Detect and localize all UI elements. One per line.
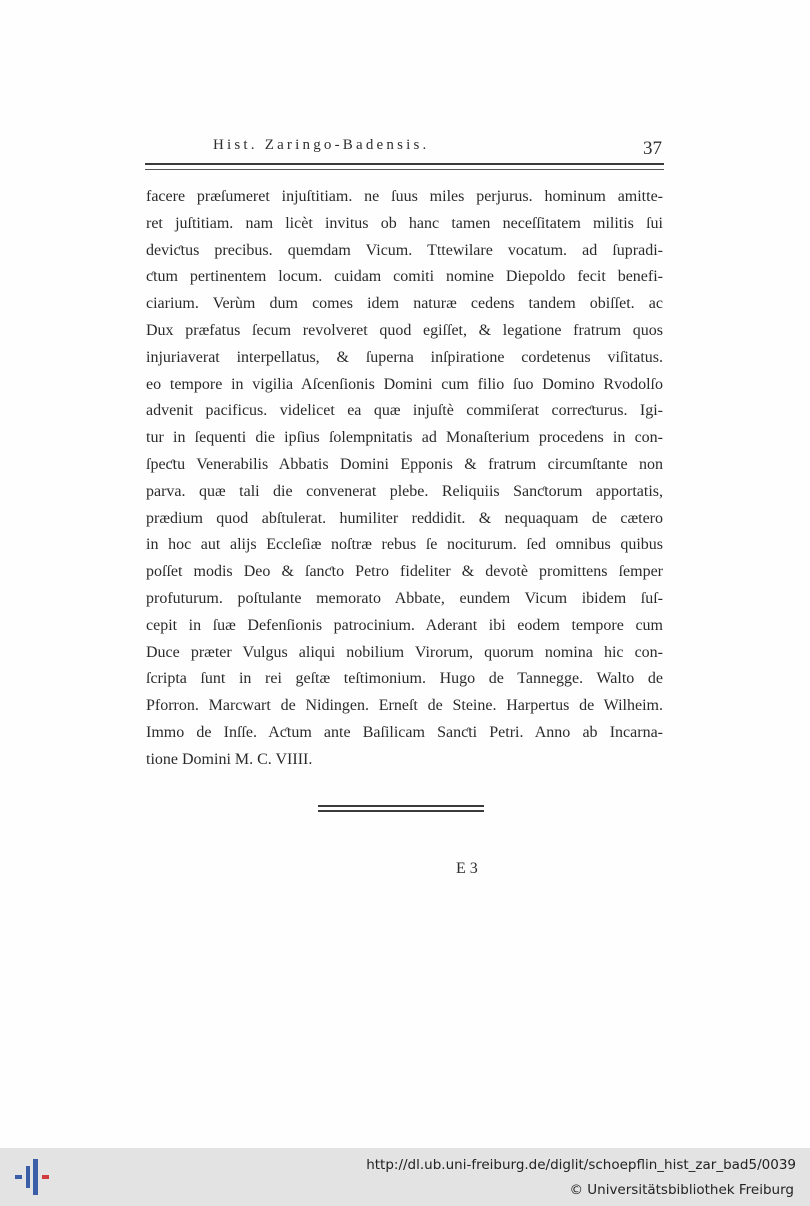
text-line: profuturum. poſtulante memorato Abbate, eundem Vicum ibidem ſuſ- [146, 589, 663, 607]
text-line: Pforron. Marcwart de Nidingen. Erneſt de Steine. Harpertus de Wilheim. [146, 697, 663, 715]
text-line: advenit pacificus. videlicet ea quæ injuſtè commiſerat correƈturus. Igi- [146, 402, 663, 420]
end-rule [318, 805, 484, 812]
text-line: parva. quæ tali die convenerat plebe. Reliquiis Sanƈtorum apportatis, [146, 482, 663, 500]
library-logo-icon [12, 1158, 52, 1196]
text-line: cepit in ſuæ Defenſionis patrocinium. Aderant ibi eodem tempore cum [146, 616, 663, 634]
text-line: facere præſumeret injuſtitiam. ne ſuus miles perjurus. hominum amitte- [146, 188, 663, 205]
source-url-link[interactable]: http://dl.ub.uni-freiburg.de/diglit/schoepflin_hist_zar_bad5/0039 [366, 1157, 796, 1173]
text-line: prædium quod abſtulerat. humiliter reddidit. & nequaquam de cætero [146, 509, 663, 527]
running-head: Hist. Zaringo-Badensis. [213, 137, 430, 153]
copyright-notice: © Universitätsbibliothek Freiburg [569, 1182, 794, 1198]
text-line: in hoc aut alijs Eccleſiæ noſtræ rebus ſe nociturum. ſed omnibus quibus [146, 536, 663, 554]
text-line: Dux præfatus ſecum revolveret quod egiſſet, & legatione fratrum quos [146, 321, 663, 339]
text-line: ciarium. Verùm dum comes idem naturæ cedens tandem obiſſet. ac [146, 295, 663, 313]
text-line: poſſet modis Deo & ſanƈto Petro fideliter & devotè promittens ſemper [146, 563, 663, 581]
text-line: ƈtum pertinentem locum. cuidam comiti nomine Diepoldo fecit benefi- [146, 268, 663, 286]
text-line: ret juſtitiam. nam licèt invitus ob hanc tamen neceſſitatem militis ſui [146, 214, 663, 232]
text-line: deviƈtus precibus. quemdam Vicum. Tttewilare vocatum. ad ſupradi- [146, 241, 663, 259]
text-line: injuriaverat interpellatus, & ſuperna inſpiratione cordetenus viſitatus. [146, 348, 663, 366]
header-rule [145, 163, 664, 170]
body-text [146, 184, 663, 774]
text-line: ſcripta ſunt in rei geſtæ teſtimonium. Hugo de Tannegge. Walto de [146, 670, 663, 688]
text-line: Duce præter Vulgus aliqui nobilium Virorum, quorum nomina hic con- [146, 643, 663, 661]
text-line: tur in ſequenti die ipſius ſolempnitatis ad Monaſterium procedens in con- [146, 429, 663, 447]
text-line: tione Domini M. C. VIIII. [146, 750, 313, 768]
text-line: eo tempore in vigilia Aſcenſionis Domini cum filio ſuo Domino Rvodolſo [146, 375, 663, 393]
text-line: Immo de Inſſe. Aƈtum ante Baſilicam Sanƈti Petri. Anno ab Incarna- [146, 723, 663, 741]
viewer-footer [0, 1148, 810, 1206]
signature-mark: E 3 [456, 860, 478, 877]
page-number: 37 [643, 138, 662, 159]
text-line: ſpeƈtu Venerabilis Abbatis Domini Epponis & fratrum circumſtante non [146, 455, 663, 473]
